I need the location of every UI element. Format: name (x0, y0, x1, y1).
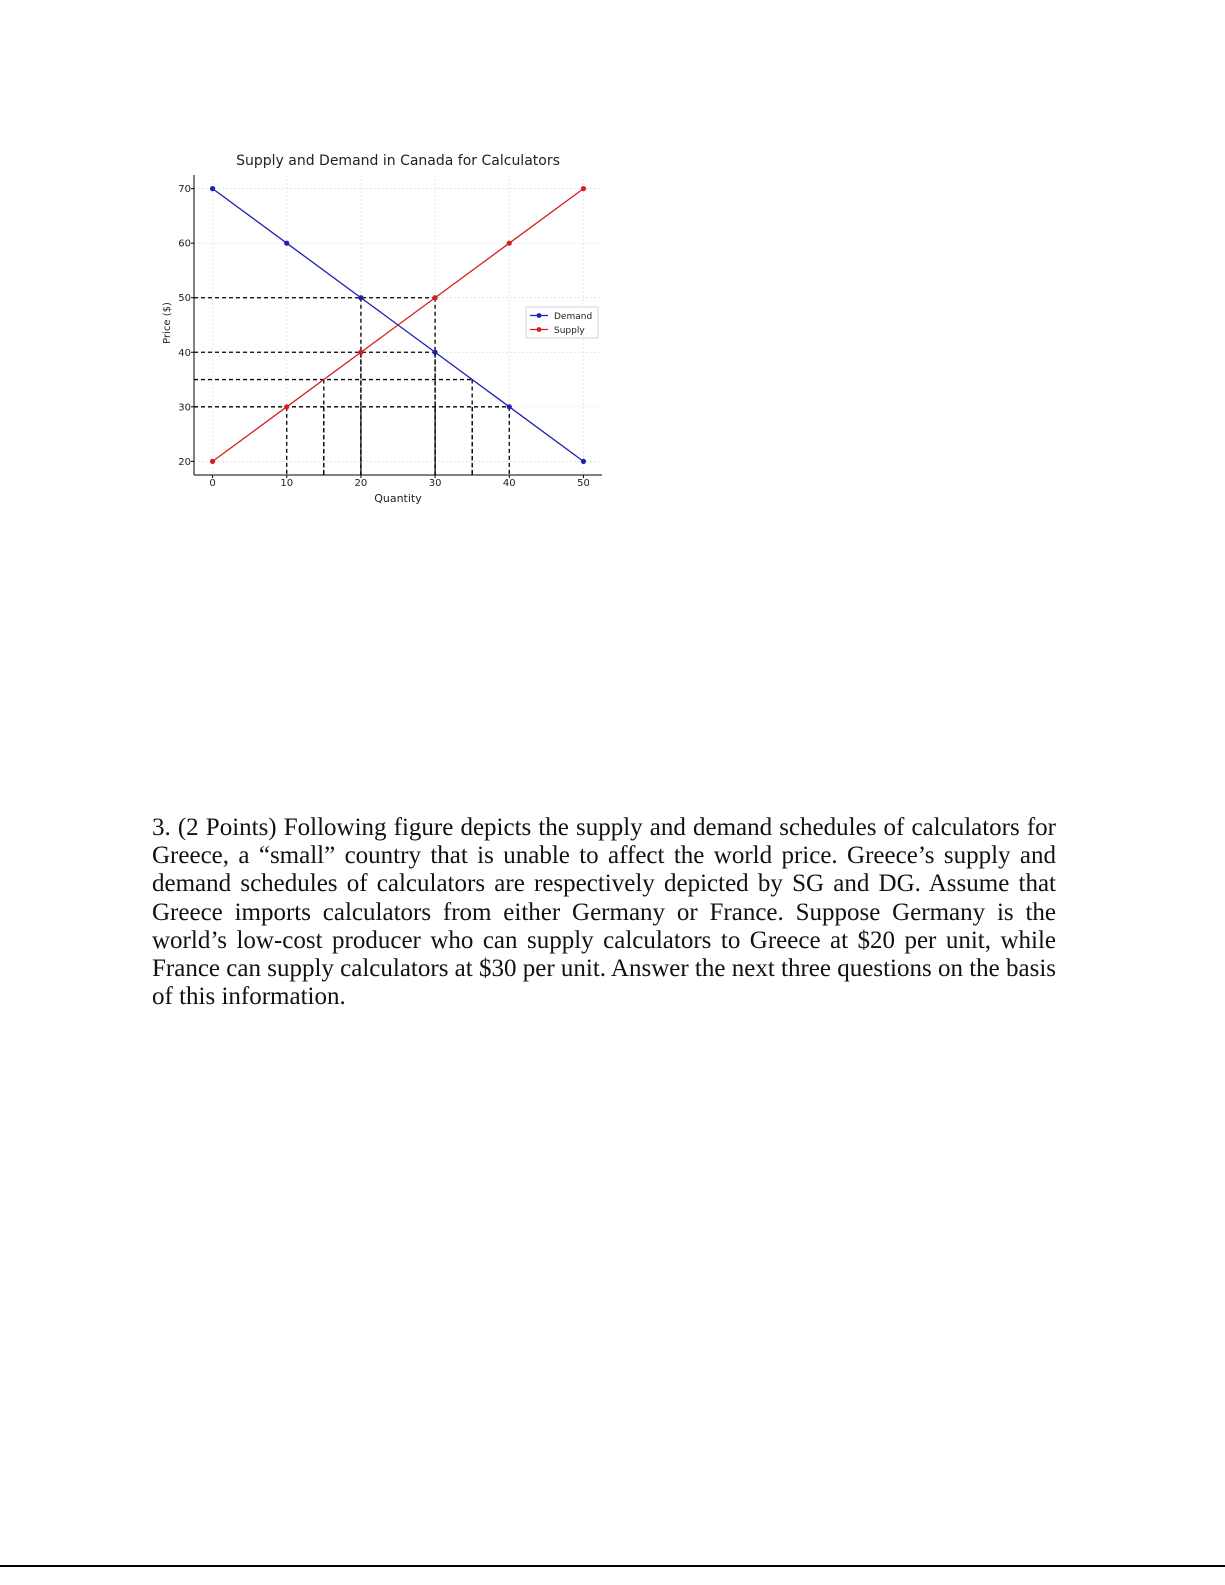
y-tick-label: 40 (178, 347, 191, 359)
supply-point (507, 241, 512, 246)
y-tick-label: 70 (178, 184, 191, 196)
x-tick-label: 50 (577, 478, 590, 489)
question-paragraph: 3. (2 Points) Following figure depicts the supply and demand schedules of calculators for Greece, a “small” country that is unable to affect the world price. Greece’s supply and demand schedules of calculators are respectively depicted by SG and DG. Assume that Greece imports calculators from either Germany or France. Suppose Germany is the world’s low-cost producer who can supply calculators to Greece at $20 per unit, while France can supply calculators at $30 per unit. Answer the next three questions on the basis of this information. (152, 814, 1056, 1011)
legend-demand-marker (537, 313, 542, 318)
x-tick-label: 0 (209, 478, 216, 489)
demand-point (210, 186, 215, 191)
reference-lines (194, 298, 509, 475)
supply-point (432, 295, 437, 300)
supply-point (210, 459, 215, 464)
x-tick-label: 30 (428, 478, 442, 489)
y-tick-label: 50 (178, 293, 191, 305)
legend-demand-label: Demand (554, 312, 593, 322)
demand-point (284, 241, 289, 246)
x-tick-label: 10 (280, 478, 294, 489)
supply-point (581, 186, 586, 191)
y-tick-label: 60 (178, 238, 191, 250)
supply-demand-chart (150, 145, 620, 515)
legend (526, 307, 598, 338)
demand-point (507, 404, 512, 409)
demand-point (581, 459, 586, 464)
y-tick-label: 20 (178, 456, 191, 468)
supply-point (284, 404, 289, 409)
y-axis-label: Price ($) (162, 302, 173, 344)
x-axis-label: Quantity (374, 492, 422, 505)
x-tick-label: 20 (354, 478, 368, 489)
x-tick-label: 40 (502, 478, 516, 489)
page-bottom-rule (0, 1565, 1225, 1567)
y-tick-label: 30 (178, 402, 191, 414)
chart-title: Supply and Demand in Canada for Calculators (236, 153, 560, 169)
chart-svg (150, 145, 620, 515)
legend-supply-marker (537, 327, 542, 332)
demand-point (432, 350, 437, 355)
legend-supply-label: Supply (554, 326, 585, 336)
demand-point (358, 295, 363, 300)
supply-point (358, 350, 363, 355)
